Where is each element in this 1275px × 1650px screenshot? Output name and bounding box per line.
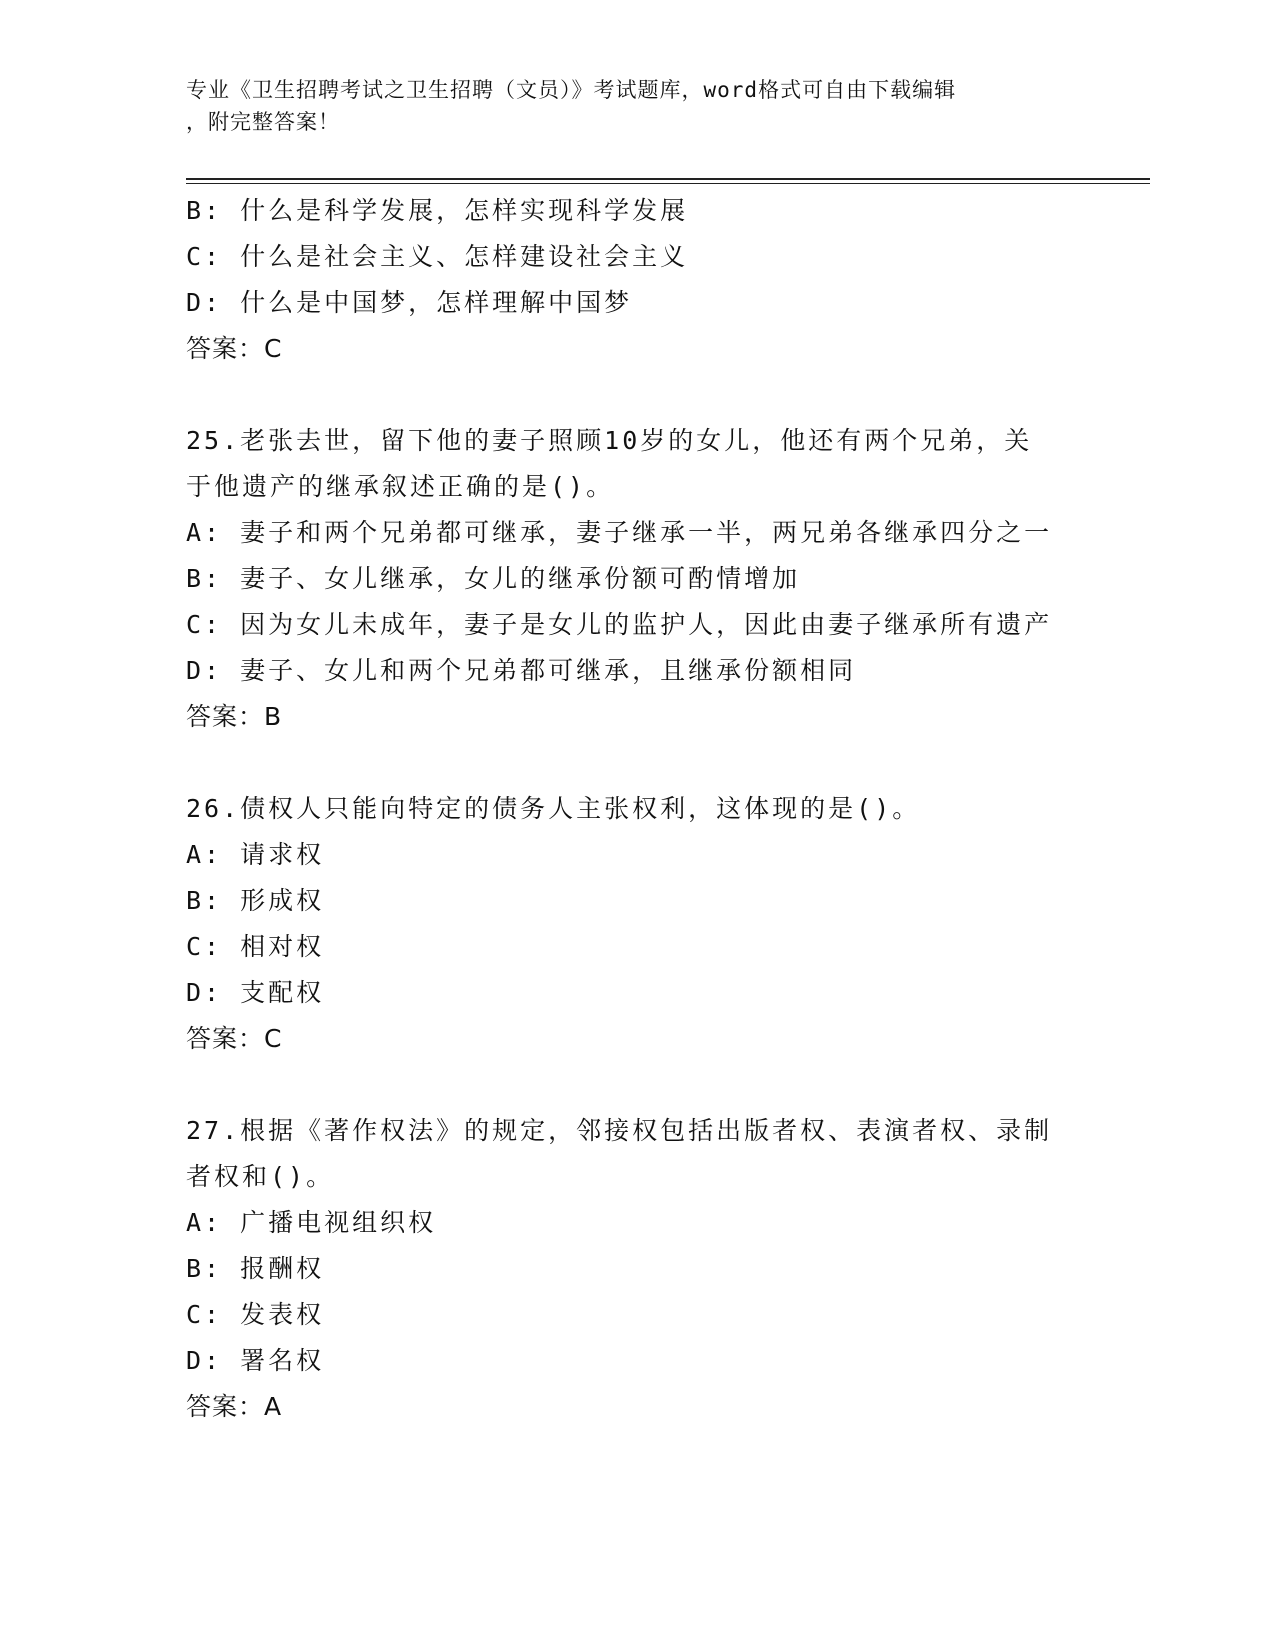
- option-c: C: 发表权: [186, 1300, 325, 1329]
- option-d: D: 支配权: [186, 978, 325, 1007]
- option-d: D: 妻子、女儿和两个兄弟都可继承，且继承份额相同: [186, 656, 857, 685]
- question-25: [186, 418, 1086, 740]
- option-c: C: 相对权: [186, 932, 325, 961]
- header-divider-thick: [186, 178, 1150, 180]
- question-24-continued: [186, 188, 1086, 372]
- option-c: C: 什么是社会主义、怎样建设社会主义: [186, 242, 689, 271]
- question-27: [186, 1108, 1086, 1430]
- option-c: C: 因为女儿未成年，妻子是女儿的监护人，因此由妻子继承所有遗产: [186, 610, 1053, 639]
- answer-line: 答案：C: [186, 334, 283, 363]
- option-a: A: 妻子和两个兄弟都可继承，妻子继承一半，两兄弟各继承四分之一: [186, 518, 1053, 547]
- question-stem: 27.根据《著作权法》的规定，邻接权包括出版者权、表演者权、录制: [186, 1116, 1053, 1145]
- question-stem: 25.老张去世，留下他的妻子照顾10岁的女儿，他还有两个兄弟，关: [186, 426, 1033, 455]
- question-list: [186, 188, 1086, 1430]
- question-stem: 26.债权人只能向特定的债务人主张权利，这体现的是()。: [186, 794, 921, 823]
- option-d: D: 什么是中国梦，怎样理解中国梦: [186, 288, 633, 317]
- option-b: B: 报酬权: [186, 1254, 325, 1283]
- header-divider-thin: [186, 183, 1150, 184]
- question-stem-continued: 于他遗产的继承叙述正确的是()。: [186, 472, 615, 501]
- answer-line: 答案：B: [186, 702, 283, 731]
- spacer: [186, 1062, 1086, 1108]
- option-d: D: 署名权: [186, 1346, 325, 1375]
- spacer: [186, 372, 1086, 418]
- question-stem-continued: 者权和()。: [186, 1162, 335, 1191]
- option-b: B: 什么是科学发展，怎样实现科学发展: [186, 196, 689, 225]
- header-line-1: 专业《卫生招聘考试之卫生招聘（文员）》考试题库，word格式可自由下载编辑: [186, 78, 957, 102]
- header-line-2: ，附完整答案！: [186, 110, 340, 134]
- document-header: [186, 74, 1066, 138]
- answer-line: 答案：C: [186, 1024, 283, 1053]
- option-b: B: 妻子、女儿继承，女儿的继承份额可酌情增加: [186, 564, 801, 593]
- option-a: A: 广播电视组织权: [186, 1208, 437, 1237]
- answer-line: 答案：A: [186, 1392, 283, 1421]
- question-26: [186, 786, 1086, 1062]
- option-a: A: 请求权: [186, 840, 325, 869]
- option-b: B: 形成权: [186, 886, 325, 915]
- spacer: [186, 740, 1086, 786]
